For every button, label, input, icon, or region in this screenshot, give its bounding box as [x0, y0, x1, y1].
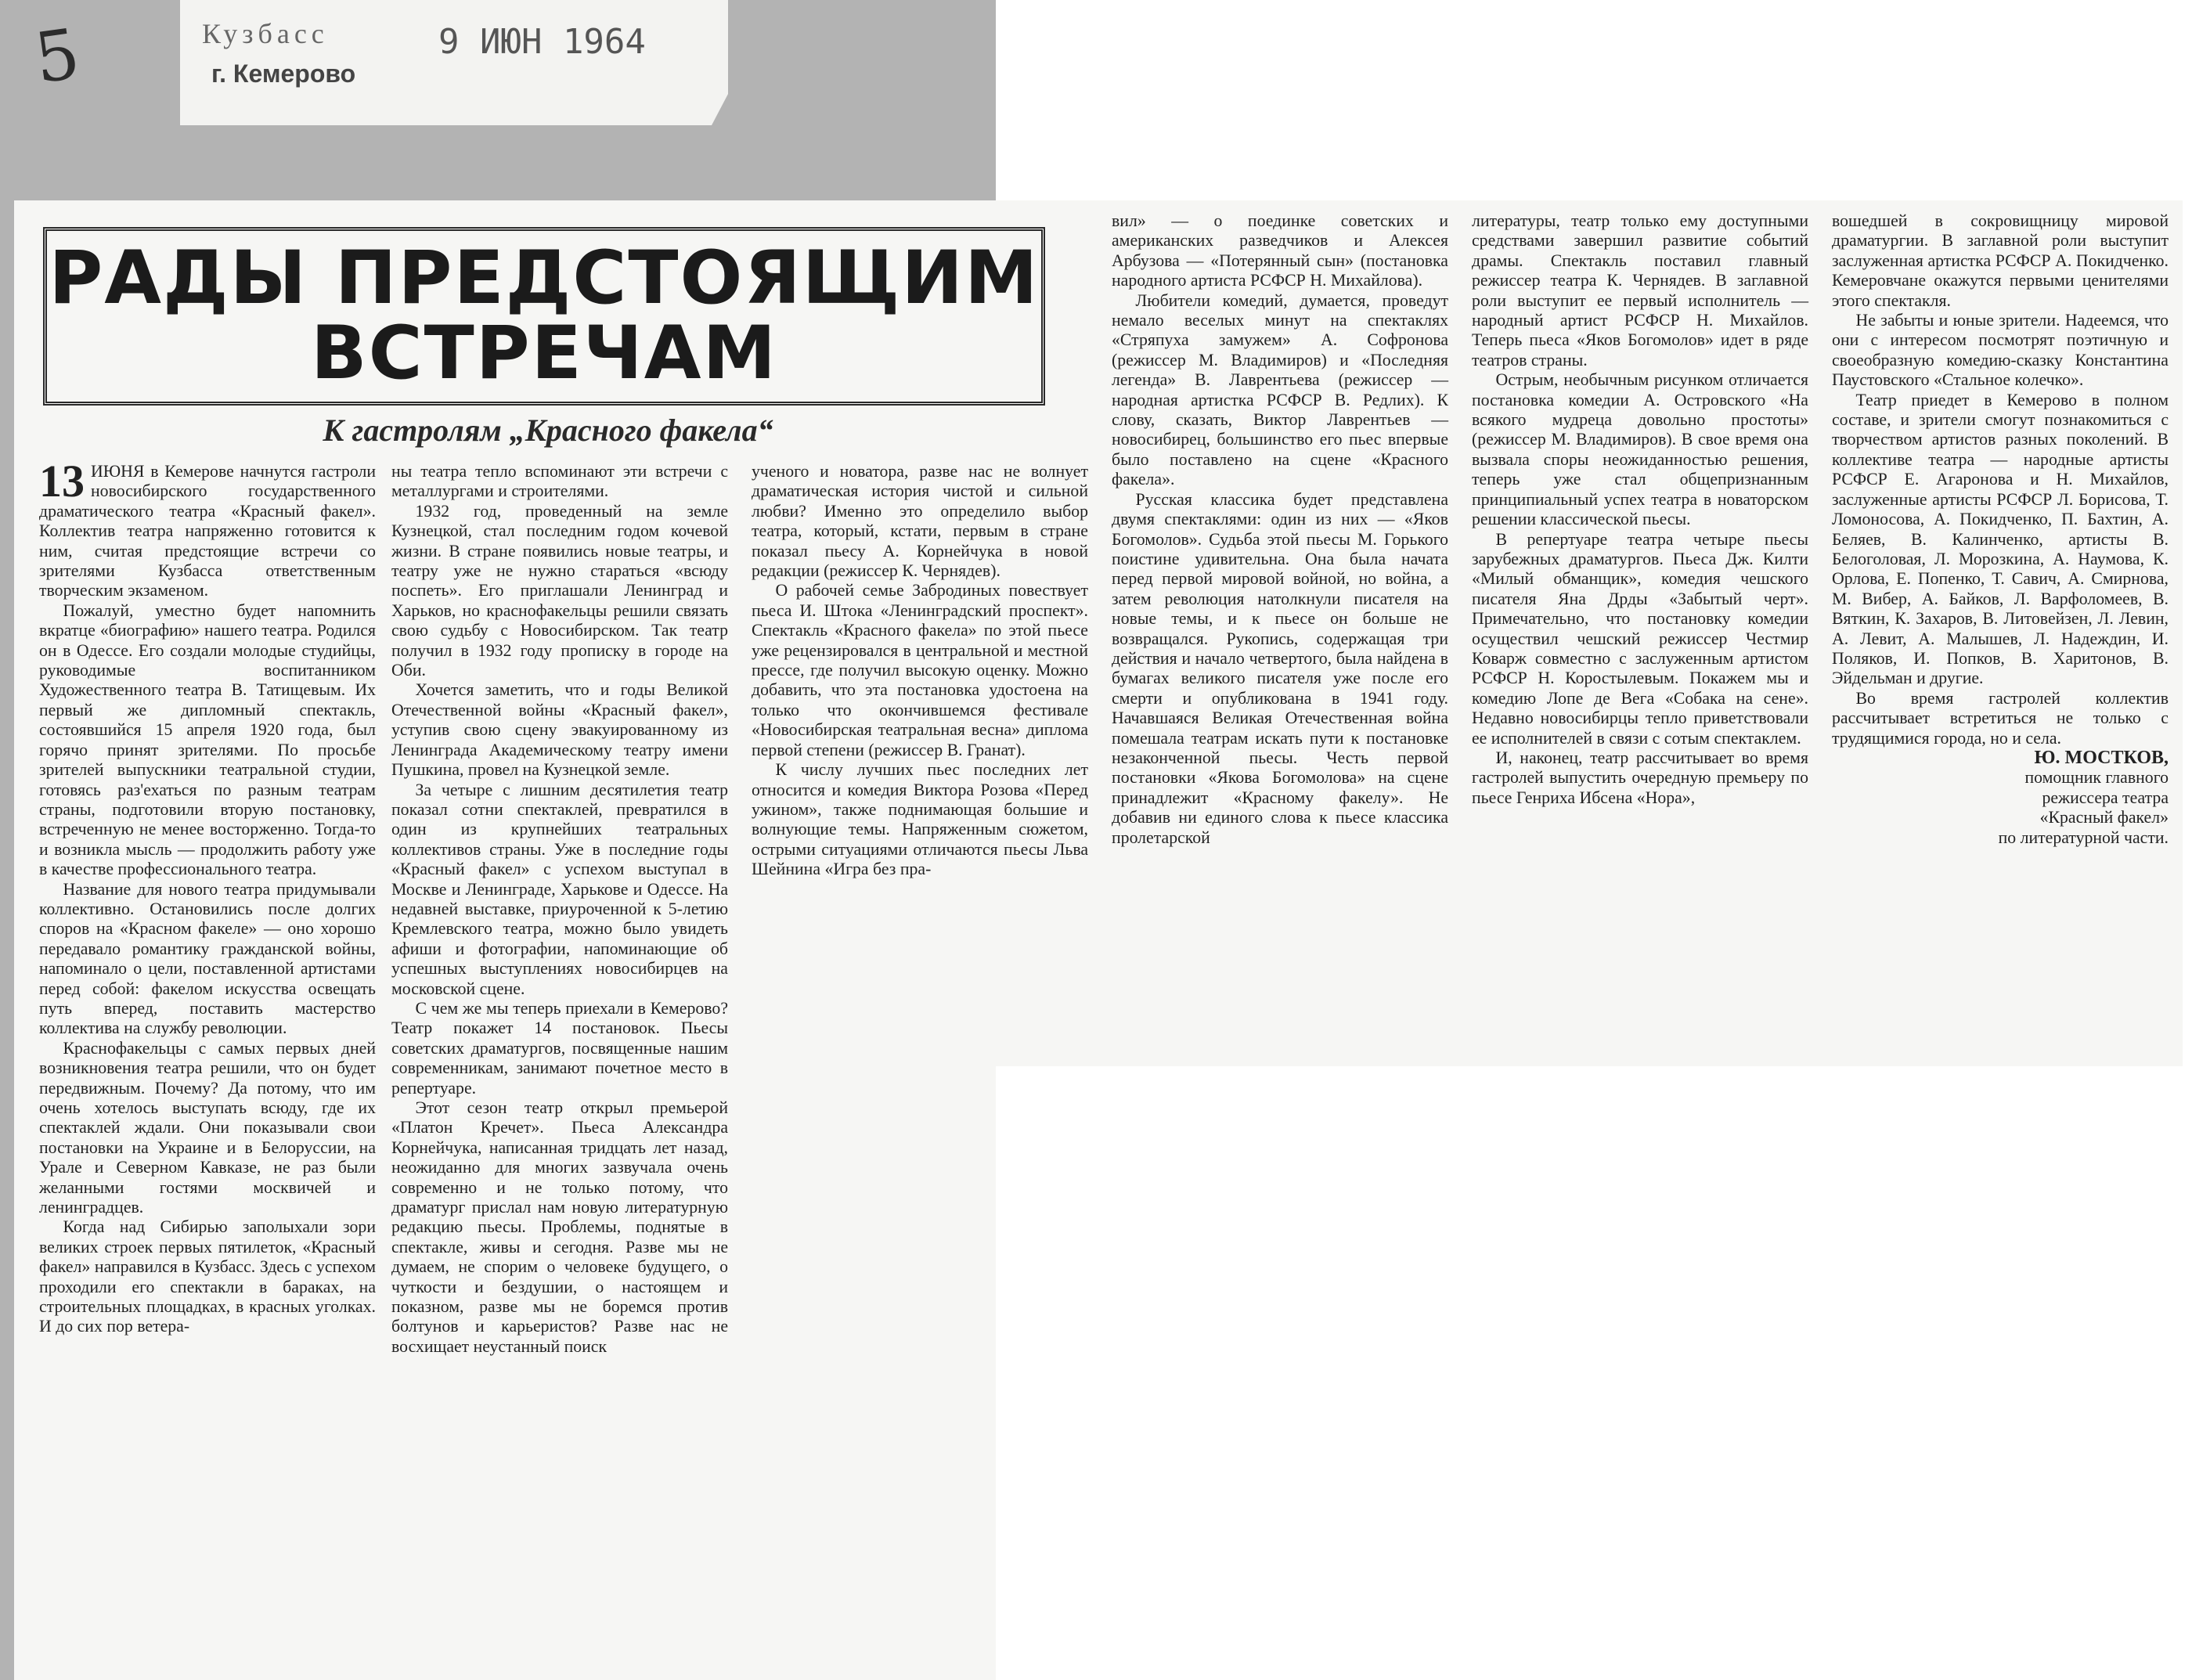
author-role-line: режиссера театра — [2042, 788, 2169, 807]
headline-line-1: РАДЫ ПРЕДСТОЯЩИМ — [49, 236, 1040, 321]
paragraph: Хочется заметить, что и годы Великой Отечественной войны «Красный факел», уступив свою сцену эвакуированному из Ленинграда Академическому театру имени Пушкина, провел на Кузнецкой земле. — [391, 680, 728, 780]
paragraph: литературы, театр только ему доступными средствами завершил развитие событий драмы. Спектакль поставил главный режиссер театра К. Чернядев. В заглавной роли выступит ее первый исполнитель — народный артист РСФСР Н. Михайлов. Теперь пьеса «Яков Богомолов» идет в ряде театров страны. — [1472, 211, 1808, 370]
paragraph: Не забыты и юные зрители. Надеемся, что они с интересом посмотрят поэтичную и своеобразную комедию-сказку Константина Паустовского «Стальное колечко». — [1832, 311, 2169, 390]
paragraph: вошедшей в сокровищницу мировой драматургии. В заглавной роли выступит заслуженная артистка РСФСР А. Покидченко. Кемеровчане окажутся первыми ценителями этого спектакля. — [1832, 211, 2169, 310]
subheadline: К гастролям „Красного факела“ — [323, 413, 773, 448]
author-role-line: помощник главного — [2024, 768, 2169, 788]
paragraph: Краснофакельцы с самых первых дней возникновения театра решили, что он будет передвижным. Почему? Да потому, что им очень хотелось выступать всюду, где их спектаклей ждали. Они показывали свои постановки на Украине и в Белоруссии, на Урале и Северном Кавказе, не раз были желанными гостями москвичей и ленинградцев. — [39, 1038, 376, 1217]
paragraph: О рабочей семье Забродиных повествует пьеса И. Штока «Ленинградский проспект». Спектакль «Красного факела» по этой пьесе уже рецензировался в центральной и местной прессе, где получил высокую оценку. Можно добавить, что эта постановка удостоена на только что окончившемся фестивале «Новосибирская театральная весна» диплома первой степени (режиссер В. Гранат). — [752, 581, 1088, 759]
stamp-date: 9 ИЮН 1964 — [438, 22, 646, 62]
paragraph: Во время гастролей коллектив рассчитывает встретиться не только с трудящимися города, но и села. — [1832, 688, 2169, 748]
paragraph: ученого и новатора, разве нас не волнует драматическая история чистой и сильной любви? Именно это определило выбор театра, который, кстати, первым в стране показал пьесу А. Корнейчука в новой редакции (режиссер К. Чернядев). — [752, 462, 1088, 581]
paragraph: К числу лучших пьес последних лет относится и комедия Виктора Розова «Перед ужином», также поднимающая большие и волнующие темы. Напряженным сюжетом, острыми ситуациями отличаются пьесы Льва Шейнина «Игра без пра- — [752, 760, 1088, 879]
paragraph: За четыре с лишним десятилетия театр показал сотни спектаклей, превратился в один из крупнейших театральных коллективов страны. Уже в последние годы «Красный факел» с успехом выступал в Москве и Ленинграде, Харькове и Одессе. На недавней выставке, приуроченной к 5-летию Кремлевского театра, можно было увидеть афиши и фотографии, напоминающие об успешных выступлениях новосибирцев на московской сцене. — [391, 780, 728, 998]
author-role-line: «Красный факел» — [2039, 808, 2169, 827]
paragraph: Когда над Сибирью заполыхали зори великих строек первых пятилеток, «Красный факел» направился в Кузбасс. Здесь с успехом проходили его спектакли в бараках, на строительных площадках, в красных уголках. И до сих пор ветера- — [39, 1217, 376, 1336]
paragraph: Острым, необычным рисунком отличается постановка комедии А. Островского «На всякого мудреца довольно простоты» (режиссер М. Владимиров). В свое время она вызвала споры неожиданностью решения, теперь уже стал общепризнанным принципиальный успех театра в новаторском решении классической пьесы. — [1472, 370, 1808, 529]
author-name: Ю. МОСТКОВ, — [2034, 747, 2169, 768]
paragraph: ны театра тепло вспоминают эти встречи с металлургами и строителями. — [391, 462, 728, 501]
article-column-6 — [1832, 211, 2169, 1043]
paragraph: Этот сезон театр открыл премьерой «Платон Кречет». Пьеса Александра Корнейчука, написанная тридцать лет назад, неожиданно для многих зазвучала очень современно и не только потому, что драматург прислал нам новую литературную редакцию пьесы. Проблемы, поднятые в спектакле, живы и сегодня. Разве мы не думаем, не спорим о человеке будущего, о чуткости и бездушии, о настоящем и показном, разве мы не боремся против болтунов и карьеристов? Разве нас не восхищает неустанный поиск — [391, 1098, 728, 1356]
headline-line-2: ВСТРЕЧАМ — [310, 311, 778, 396]
headline-box — [43, 227, 1045, 406]
paragraph: Название для нового театра придумывали коллективно. Остановились после долгих споров на «Красном факеле» — оно хорошо передавало романтику гражданской войны, напоминало о цели, поставленной артистами перед собой: факелом искусства освещать путь вперед, поставить мастерство коллектива на службу революции. — [39, 879, 376, 1038]
handwritten-page-number: 5 — [30, 13, 85, 99]
article-column-3 — [752, 462, 1088, 1057]
article-column-1 — [39, 456, 376, 1667]
newspaper-name: Кузбасс — [202, 18, 329, 49]
paragraph: 13 ИЮНЯ в Кемерове начнутся гастроли новосибирского государственного драматического театра «Красный факел». Коллектив театра напряженно готовится к ним, считая предстоящие встречи со зрителями Кузбасса ответственным творческим экзаменом. — [39, 456, 376, 600]
dropcap: 13 — [39, 456, 85, 507]
paragraph: вил» — о поединке советских и американских разведчиков и Алексея Арбузова — «Потерянный сын» (постановка народного артиста РСФСР Н. Михайлова). — [1112, 211, 1448, 290]
paragraph: Русская классика будет представлена двумя спектаклями: один из них — «Яков Богомолов». Судьба этой пьесы М. Горького поистине удивительна. Она была начата перед первой мировой войной, но война, а затем революция натолкнули писателя на новые темы, и к пьесе он больше не возвращался. Рукопись, содержащая три действия и начало четвертого, была найдена в бумагах великого писателя уже после его смерти и опубликована в 1941 году. Начавшаяся Великая Отечественная война помешала театрам искать пути к постановке незаконченной пьесы. Честь первой постановки «Якова Богомолова» на сцене принадлежит «Красному факелу». Не добавив ни единого слова к пьесе классика пролетарской — [1112, 489, 1448, 847]
newspaper-city: г. Кемерово — [211, 59, 356, 88]
paragraph: И, наконец, театр рассчитывает во время гастролей выпустить очередную премьеру по пьесе Генриха Ибсена «Нора», — [1472, 748, 1808, 807]
article-column-5 — [1472, 211, 1808, 1043]
article-column-2 — [391, 462, 728, 1667]
paragraph: 1932 год, проведенный на земле Кузнецкой, стал последним годом кочевой жизни. В стране появились новые театры, и театру уже не нужно стараться «всюду поспеть». Его приглашали Ленинград и Харьков, но краснофакельцы решили связать свою судьбу с Новосибирском. Так театр получил в 1932 году прописку в городе на Оби. — [391, 501, 728, 680]
paragraph: Любители комедий, думается, проведут немало веселых минут на спектаклях «Стряпуха замужем» А. Софронова (режиссер М. Владимиров) и «Последняя легенда» В. Лаврентьева (режиссер — народная артистка РСФСР В. Редлих). К слову, сказать, Виктор Лаврентьев — новосибирец, большинство его пьес впервые было поставлено на сцене «Красного факела». — [1112, 290, 1448, 489]
paragraph: Пожалуй, уместно будет напомнить вкратце «биографию» нашего театра. Родился он в Одессе. Его создали молодые студийцы, руководимые воспитанником Художественного театра В. Татищевым. Их первый же дипломный спектакль, состоявшийся 15 апреля 1920 года, был горячо принят зрителями. По просьбе зрителей выпускники театральной студии, готовясь раз'ехаться по разным театрам страны, подготовили вторую постановку, встреченную не менее восторженно. Тогда-то и возникла мысль — продолжить работу уже в качестве профессионального театра. — [39, 600, 376, 879]
article-column-4 — [1112, 211, 1448, 1043]
paragraph: В репертуаре театра четыре пьесы зарубежных драматургов. Пьеса Дж. Килти «Милый обманщик», комедия чешского писателя Яна Дрды «Забытый черт». Примечательно, что постановку комедии осуществил чешский режиссер Честмир Коварж совместно с заслуженным артистом РСФСР Н. Коростылевым. Покажем мы и комедию Лопе де Вега «Собака на сене». Недавно новосибирцы тепло приветствовали ее исполнителей в связи с сотым спектаклем. — [1472, 529, 1808, 748]
paragraph: С чем же мы теперь приехали в Кемерово? Театр покажет 14 постановок. Пьесы советских драматургов, посвященные нашим современникам, занимают почетное место в репертуаре. — [391, 998, 728, 1098]
author-role-line: по литературной части. — [1998, 827, 2169, 847]
paragraph: Театр приедет в Кемерово в полном составе, и зрители смогут познакомиться с творчеством артистов разных поколений. В коллективе театра — народные артисты РСФСР Е. Агаронова и Н. Михайлов, заслуженные артисты РСФСР Л. Борисова, Т. Ломоносова, А. Покидченко, П. Бахтин, А. Беляев, В. Калинченко, артисты В. Белоголовая, Л. Морозкина, А. Наумова, К. Орлова, Е. Попенко, Т. Савич, А. Смирнова, М. Вибер, А. Байков, Л. Варфоломеев, В. Вяткин, К. Захаров, В. Литовейзен, Л. Левин, А. Левит, А. Малышев, Л. Надеждин, И. Поляков, И. Попков, В. Харитонов, В. Эйдельман и другие. — [1832, 390, 2169, 688]
